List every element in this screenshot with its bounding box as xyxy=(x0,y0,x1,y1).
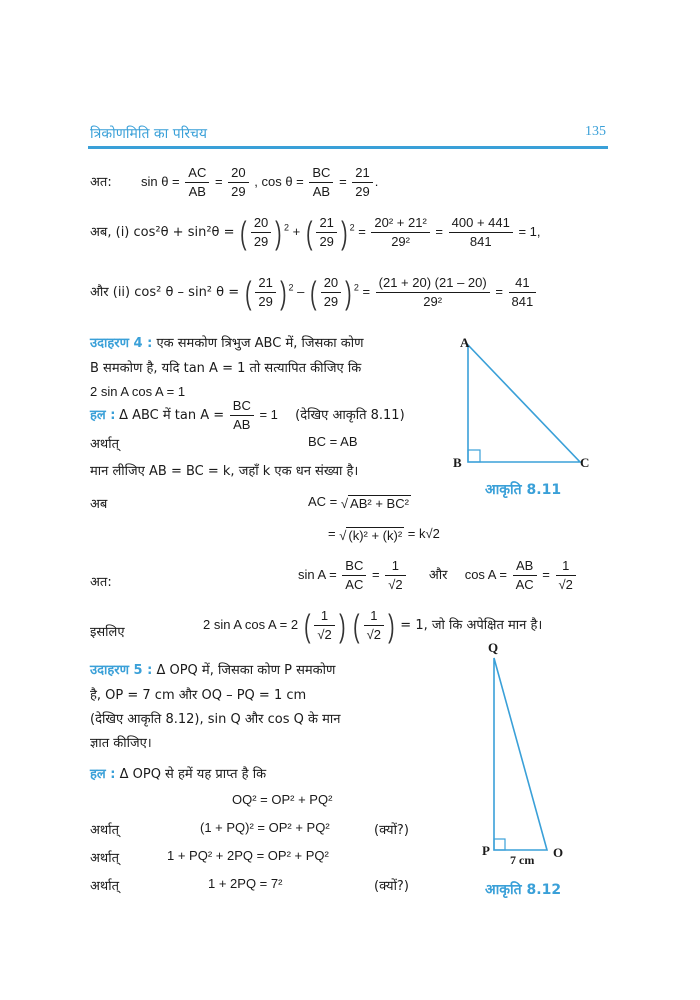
fraction-product: $\frac{(21 + 20) (21 - 20)}{\text{29²}}$ xyxy=(376,275,490,310)
fraction-ac-ab: $\frac{AC}{AB}$ xyxy=(185,165,209,200)
example-5-solution: हल : Δ OPQ से हमें यह प्राप्त है कि xyxy=(90,767,267,782)
sin-lhs: sin θ = xyxy=(140,173,180,189)
label-ata-2: अत: xyxy=(90,575,112,590)
label-ab-i: अब, (i) cos²θ + sin²θ = xyxy=(90,224,235,240)
figure-8-11-caption: आकृति 8.11 xyxy=(485,482,562,498)
cos-lhs: , cos θ = xyxy=(254,173,304,189)
example-5-line-1: उदाहरण 5 : Δ OPQ में, जिसका कोण P समकोण xyxy=(90,663,336,678)
fraction-20-29: $\frac{20}{29}$ xyxy=(321,275,341,310)
fraction-20-29: $\frac{20}{29}$ xyxy=(251,215,271,250)
eq-ac-k: = √ (k)² + (k)² = k√2 xyxy=(328,526,440,543)
label-arthat: अर्थात् xyxy=(90,879,120,894)
example-5-line-2: है, OP = 7 cm और OQ – PQ = 1 cm xyxy=(90,688,307,703)
label-islie: इसलिए xyxy=(90,625,125,640)
fraction-41-841: $\frac{41}{841}$ xyxy=(509,275,537,310)
example-5-line-4: ज्ञात कीजिए। xyxy=(90,736,152,751)
label-aur-ii: और (ii) cos² θ – sin² θ = xyxy=(90,284,240,300)
eq-final: 2 sin A cos A = 2 ( $\frac{1}{√2}$ ) ( $\frac{1}{√2}$ ) = 1, जो कि अपेक्षित मान है। xyxy=(203,607,543,644)
example-4-heading: उदाहरण 4 : xyxy=(90,336,153,351)
eq-bc-ab: BC = AB xyxy=(308,434,358,449)
label-ata: अत: xyxy=(90,174,112,190)
vertex-o: O xyxy=(553,845,564,860)
sqrt-ac: √ AB² + BC² xyxy=(340,495,409,511)
fraction-sum: $\frac{400 + 441}{841}$ xyxy=(449,215,513,250)
example-4-solution: हल : Δ ABC में tan A = $\frac{BC}{AB}$ = 1 (देखिए आकृति 8.11) xyxy=(90,398,405,432)
line-identity-ii: और (ii) cos² θ – sin² θ = ( $\frac{21}{29}$ ) $^2$ – ( $\frac{20}{29}$ ) $^2$ = $\frac{(21 + 20) (21 - 20)}{\text{29²}}$ = $\frac{41}{841}$ xyxy=(90,275,538,310)
label-arthat: अर्थात् xyxy=(90,851,120,866)
eq-sin-a: sin A = $\frac{BC}{AC}$ = $\frac{1}{√2}$ और cos A = $\frac{AB}{AC}$ = $\frac{1}{√2}$ xyxy=(298,558,578,593)
vertex-b: B xyxy=(453,455,462,470)
fraction-squares: $\frac{\text{20² + 21²}}{\text{29²}}$ xyxy=(371,215,429,250)
eq-expanded-1: (1 + PQ)² = OP² + PQ² xyxy=(200,820,330,835)
label-arthat: अर्थात् xyxy=(90,437,120,452)
example-5-line-3: (देखिए आकृति 8.12), sin Q और cos Q के मान xyxy=(90,712,341,727)
eq-expanded-2: 1 + PQ² + 2PQ = OP² + PQ² xyxy=(167,848,329,863)
eq-oq-squared: OQ² = OP² + PQ² xyxy=(232,792,333,807)
line-sin-cos: अत: sin θ = $\frac{AC}{AB}$ = $\frac{20}{29}$ , cos θ = $\frac{BC}{AB}$ = $\frac{21}{29}$ . xyxy=(90,165,379,199)
fraction-21-29: $\frac{21}{29}$ xyxy=(255,275,275,310)
example-4-line-1: उदाहरण 4 : एक समकोण त्रिभुज ABC में, जिसका कोण xyxy=(90,336,364,351)
vertex-p: P xyxy=(482,843,490,858)
vertex-a: A xyxy=(460,335,470,350)
example-5-heading: उदाहरण 5 : xyxy=(90,663,153,678)
vertex-q: Q xyxy=(488,640,499,655)
base-length-label: 7 cm xyxy=(510,853,535,867)
example-4-line-2: B समकोण है, यदि tan A = 1 तो सत्यापित कीजिए कि xyxy=(90,361,362,376)
solution-label: हल : xyxy=(90,767,116,782)
sqrt-k: √ (k)² + (k)² xyxy=(339,527,403,543)
eq-simplified: 1 + 2PQ = 7² xyxy=(208,876,283,891)
eq-ac: AC = √ AB² + BC² xyxy=(308,494,409,511)
fraction-bc-ab: $\frac{BC}{AB}$ xyxy=(230,398,254,433)
figure-8-12-caption: आकृति 8.12 xyxy=(485,882,562,898)
label-ab: अब xyxy=(90,497,108,512)
example-4-line-3: 2 sin A cos A = 1 xyxy=(90,384,186,399)
fraction-20-29: $\frac{20}{29}$ xyxy=(228,165,248,200)
fraction-bc-ab: $\frac{BC}{AB}$ xyxy=(309,165,333,200)
why-note: (क्यों?) xyxy=(374,823,409,838)
figure-reference: (देखिए आकृति 8.11) xyxy=(295,407,405,423)
vertex-c: C xyxy=(580,455,590,470)
running-header-title: त्रिकोणमिति का परिचय xyxy=(90,126,208,142)
solution-label: हल : xyxy=(90,407,116,423)
page-number: 135 xyxy=(585,124,606,139)
assumption-line: मान लीजिए AB = BC = k, जहाँ k एक धन संख्या है। xyxy=(90,464,359,479)
figure-8-12-triangle xyxy=(470,650,580,870)
why-note: (क्यों?) xyxy=(374,879,409,894)
fraction-21-29: $\frac{21}{29}$ xyxy=(316,215,336,250)
label-arthat: अर्थात् xyxy=(90,823,120,838)
header-rule xyxy=(88,146,608,149)
fraction-21-29: $\frac{21}{29}$ xyxy=(352,165,372,200)
line-identity-i: अब, (i) cos²θ + sin²θ = ( $\frac{20}{29}$ ) $^2$ + ( $\frac{21}{29}$ ) $^2$ = $\frac{\text{20² + 21²}}{\text{29²}}$ = $\frac{400 + 441}{841}$ = 1, xyxy=(90,214,541,251)
